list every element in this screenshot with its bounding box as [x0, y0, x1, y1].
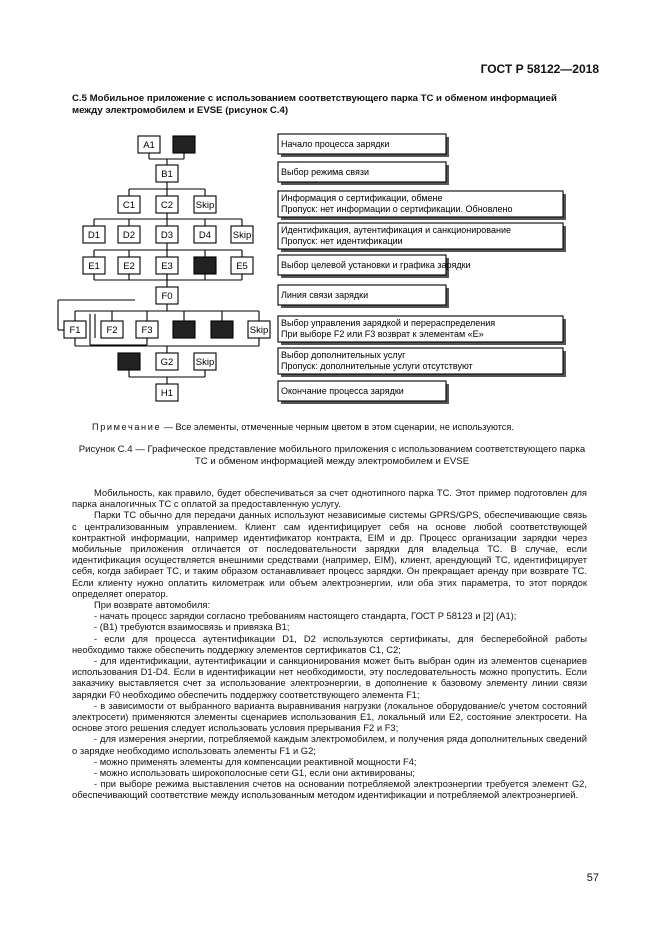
element-box-f4	[173, 321, 195, 338]
list-item: - можно применять элементы для компенсации реактивной мощности F4;	[94, 755, 417, 767]
stage-text: Начало процесса зарядки	[281, 139, 390, 149]
list-item: - при выборе режима выставления счетов на основании потребляемой электроэнергии требуется элемент G2, обеспечивающий соответствие между использованным методом идентификации и потребляемой электроэнергией.	[72, 778, 587, 801]
list-item: - для идентификации, аутентификации и санкционирования может быть выбран один из элементов сценариев использования D1-D4. Если в идентификации нет необходимости, эту последовательность можно пропустить. Если заказчику выставляется счет за использование электроэнергии, в дополнение к базовому элементу линии связи зарядки F0 необходимо обеспечить поддержку соответствующего элемента F1;	[72, 655, 587, 700]
section-title: С.5 Мобильное приложение с использованием соответствующего парка ТС и обменом информацией между электромобилем и EVSE (рисунок С.4)	[72, 93, 557, 116]
element-label: H1	[160, 388, 174, 399]
element-label: D4	[198, 230, 212, 241]
element-label: B1	[161, 169, 173, 180]
element-label: C1	[122, 200, 136, 211]
element-label: Skip	[249, 325, 269, 336]
list-item: - в зависимости от выбранного варианта выравнивания нагрузки (локальное оборудование/с учетом состояний электросети) применяются элементы сценариев использования E1, локальный или E2, состояние электросети. На основе этого решения следует использовать условия прерывания F2 и F3;	[72, 699, 587, 734]
element-label: A1	[143, 140, 155, 151]
paragraph: При возврате автомобиля:	[94, 599, 211, 611]
paragraph: Мобильность, как правило, будет обеспечиваться за счет однотипного парка ТС. Этот пример подготовлен для парка аналогичных ТС с оплатой за предоставленную услугу.	[72, 487, 587, 510]
stage-text: При выборе F2 или F3 возврат к элементам «E»	[281, 329, 484, 339]
stage-text: Выбор режима связи	[281, 167, 369, 177]
element-label: F2	[106, 325, 118, 336]
stage-text: Пропуск: нет идентификации	[281, 236, 403, 246]
list-item: - можно использовать широкополосные сети G1, если они активированы;	[94, 767, 415, 779]
element-box-g1	[118, 353, 140, 370]
stage-text: Окончание процесса зарядки	[281, 386, 404, 396]
list-item: - для измерения энергии, потребляемой каждым электромобилем, и получения ряда дополнительных сведений о зарядке необходимо использовать элементы F1 и G2;	[72, 733, 587, 756]
paragraph: Парки ТС обычно для передачи данных используют независимые системы GPRS/GPS, обеспечивающие связь с централизованным управлением. Клиент сам идентифицирует себя на основе любой соответствующей контрактной информации, например идентификатор контракта, EIM и др. Процесс организации зарядки через мобильные приложения отличается от последовательности зарядки для владельца ТС. В случае, если идентификация осуществляется внешними средствами (например, EIM), клиент, арендующий ТС, идентифицирует себя, когда забирает ТС, и таким образом останавливает процесс зарядки. Он прекращает аренду при возврате ТС. Если клиенту нужно оплатить километраж или объем электроэнергии, или оба этих параметра, то этот порядок определяет оператор.	[72, 509, 587, 599]
element-label: Skip	[232, 230, 252, 241]
stage-text: Выбор целевой установки и графика зарядки	[281, 260, 471, 270]
element-label: F3	[141, 325, 153, 336]
element-label: C2	[160, 200, 174, 211]
figure-note	[92, 422, 514, 432]
note-label: Примечание	[92, 422, 162, 432]
stage-text: Выбор дополнительных услуг	[281, 350, 406, 360]
element-label: E5	[236, 261, 248, 272]
element-label: D2	[122, 230, 136, 241]
stage-text: Выбор управления зарядкой и перераспределения	[281, 318, 496, 328]
document-header-id: ГОСТ Р 58122—2018	[480, 62, 599, 76]
element-label: Skip	[195, 200, 215, 211]
stage-text: Пропуск: дополнительные услуги отсутствуют	[281, 361, 473, 371]
element-label: D1	[87, 230, 101, 241]
list-item: - если для процесса аутентификации D1, D2 используются сертификаты, для бесперебойной работы необходимо также обеспечить поддержку элементов сертификатов С1, С2;	[72, 632, 587, 655]
stage-text: Идентификация, аутентификация и санкционирование	[281, 225, 511, 235]
element-box-f5	[211, 321, 233, 338]
figure-caption: Рисунок С.4 — Графическое представление мобильного приложения с использованием соответствующего парка ТС и обменом информацией между электромобилем и EVSE	[78, 444, 586, 467]
diagram-stage-labels	[278, 134, 566, 404]
element-label: Skip	[195, 357, 215, 368]
body-text	[72, 487, 587, 801]
element-box-e4	[194, 257, 216, 274]
element-box-a2	[173, 136, 195, 153]
page-number: 57	[586, 872, 599, 884]
element-label: E1	[88, 261, 100, 272]
list-item: - (B1) требуются взаимосвязь и привязка B1;	[94, 621, 290, 633]
element-label: F0	[161, 291, 173, 302]
list-item: - начать процесс зарядки согласно требованиям настоящего стандарта, ГОСТ Р 58123 и [2] (A1);	[94, 610, 517, 622]
element-label: D3	[160, 230, 174, 241]
diagram-boxes	[64, 136, 270, 401]
element-label: E3	[161, 261, 173, 272]
element-label: F1	[69, 325, 81, 336]
stage-text: Линия связи зарядки	[281, 290, 369, 300]
flow-diagram	[0, 0, 661, 420]
stage-text: Пропуск: нет информации о сертификации. Обновлено	[281, 204, 513, 214]
stage-text: Информация о сертификации, обмене	[281, 193, 443, 203]
note-text: — Все элементы, отмеченные черным цветом в этом сценарии, не используются.	[161, 422, 514, 432]
element-label: G2	[160, 357, 174, 368]
element-label: E2	[123, 261, 135, 272]
